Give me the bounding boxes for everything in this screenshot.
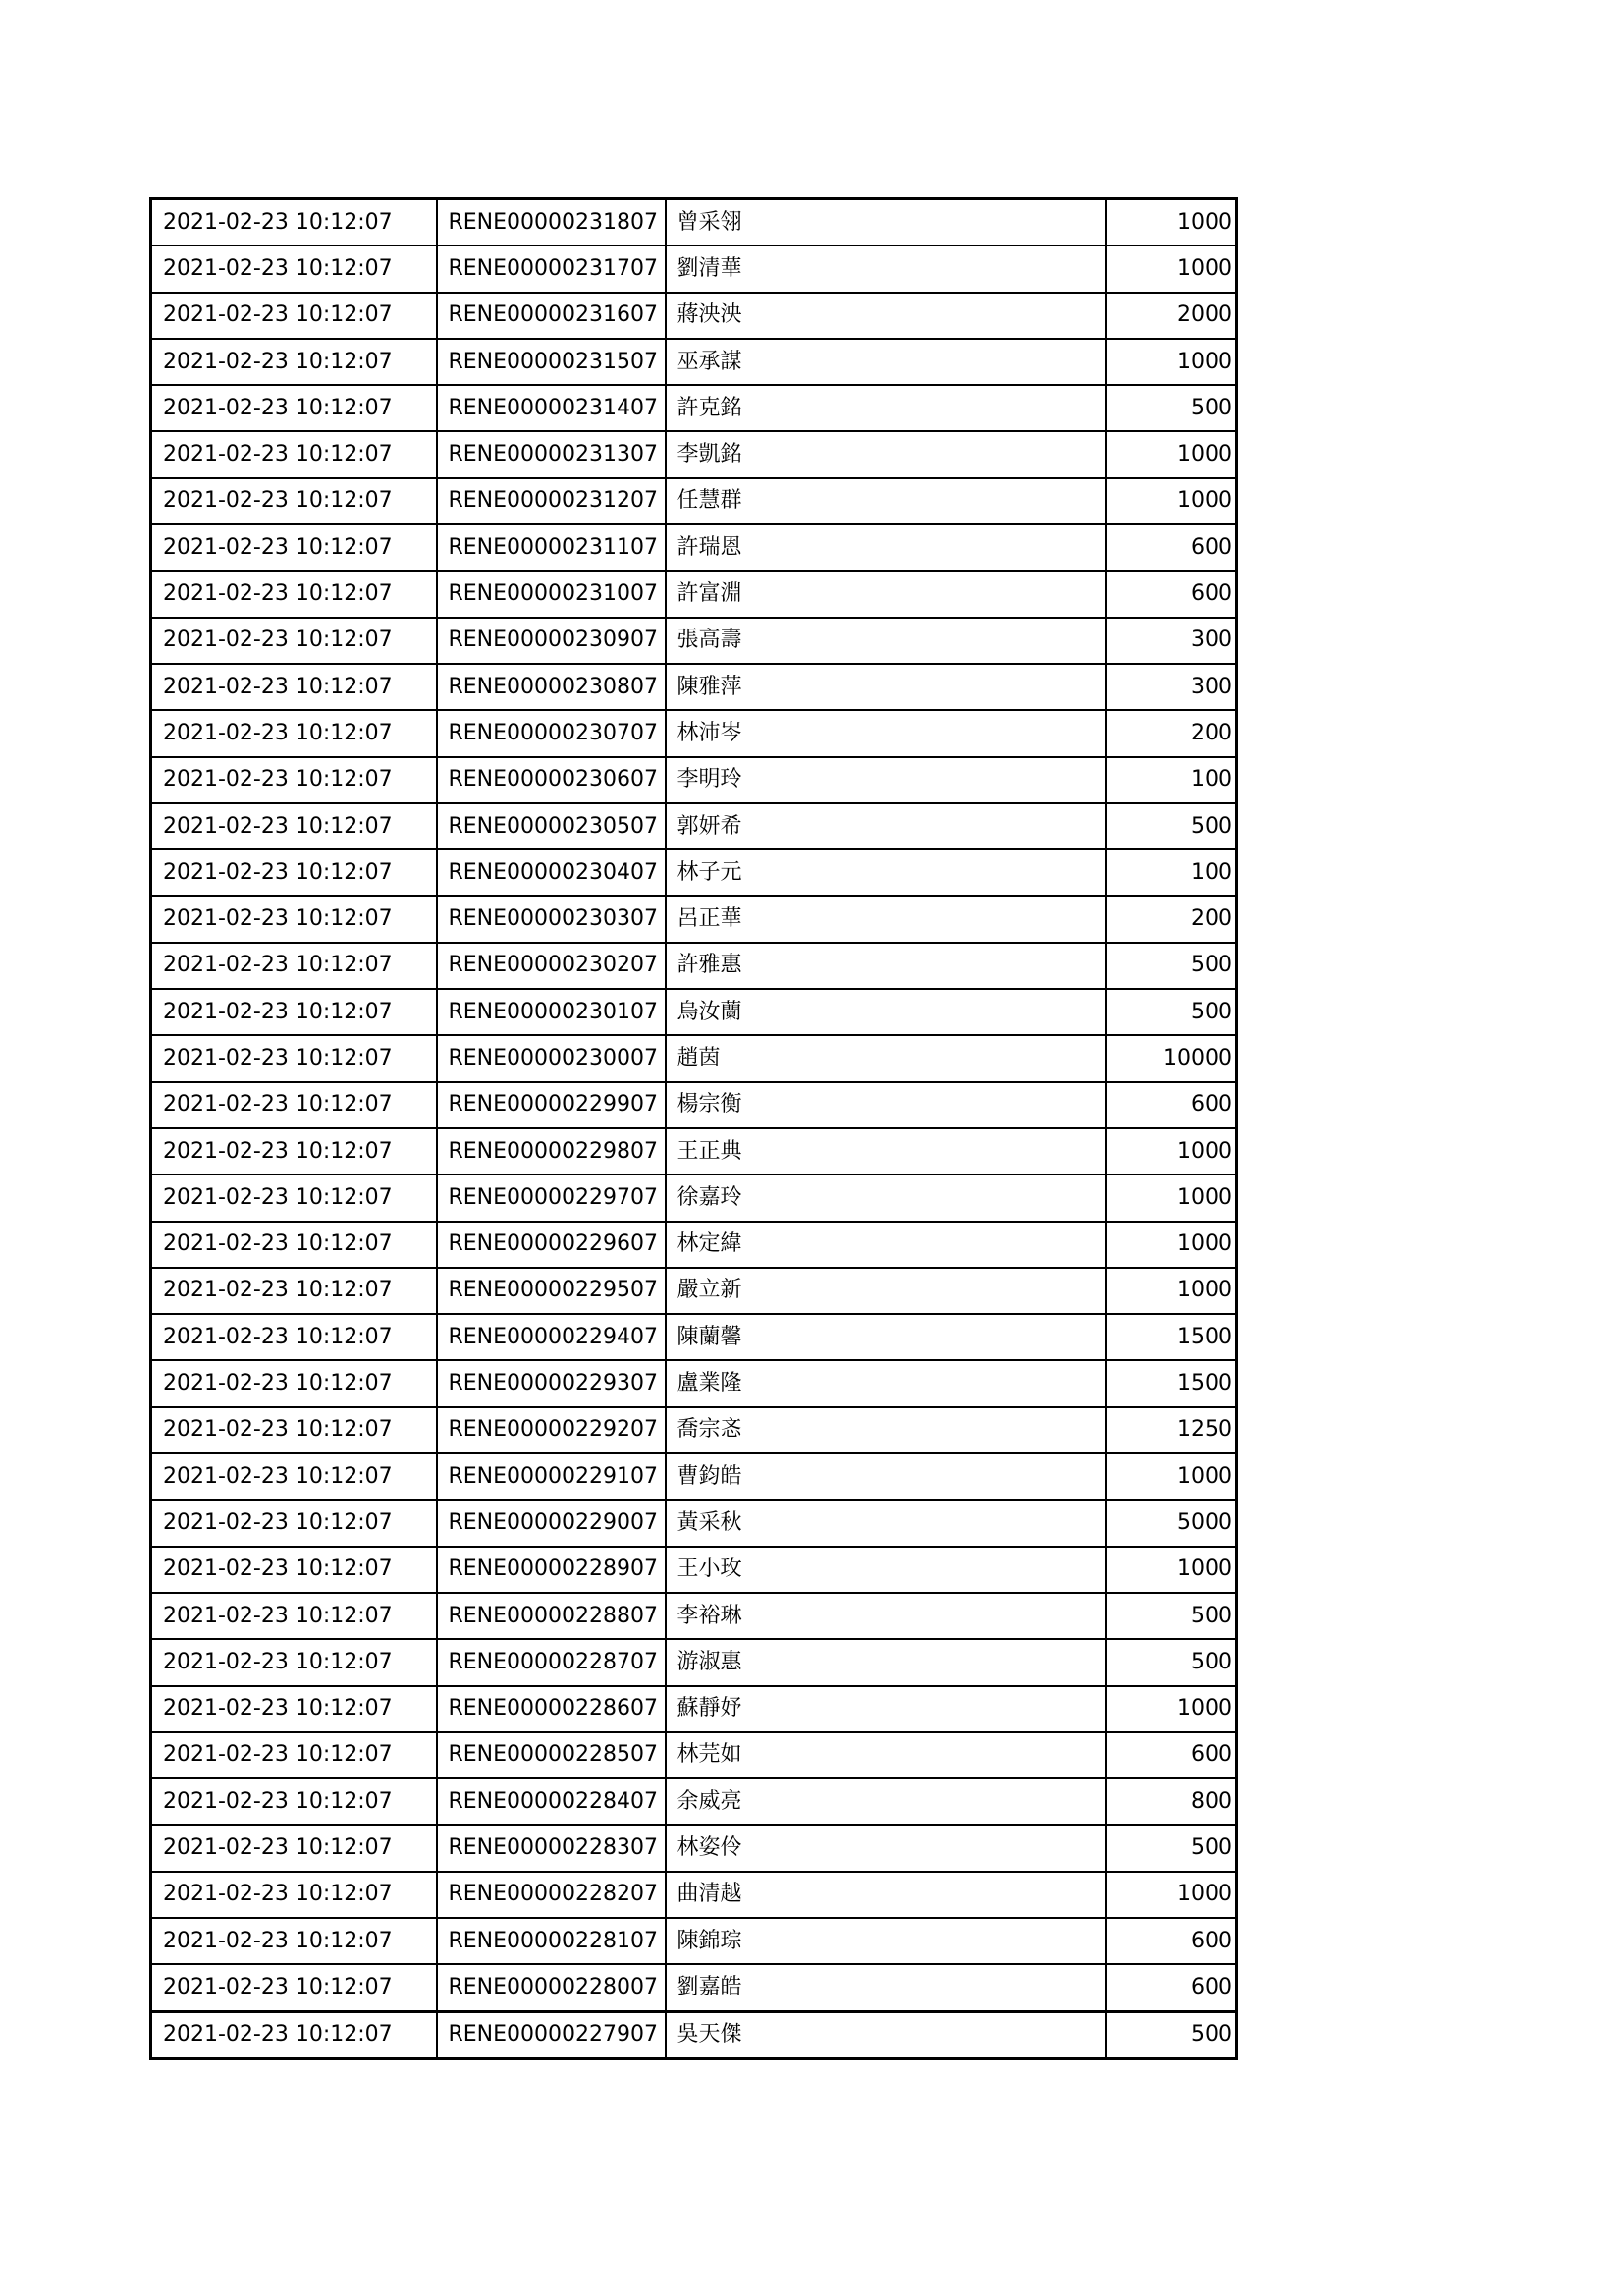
receipt-id-cell: RENE00000229207 <box>437 1407 666 1453</box>
amount-cell: 500 <box>1106 803 1237 849</box>
table-row <box>151 339 1237 385</box>
receipt-id-cell: RENE00000229307 <box>437 1360 666 1406</box>
amount-cell: 300 <box>1106 618 1237 664</box>
table-row <box>151 1778 1237 1825</box>
donor-name-cell: 許瑞恩 <box>666 524 1106 571</box>
amount-cell: 1000 <box>1106 246 1237 292</box>
amount-cell: 1000 <box>1106 431 1237 477</box>
receipt-id-cell: RENE00000230307 <box>437 896 666 942</box>
receipt-id-cell: RENE00000228207 <box>437 1872 666 1918</box>
amount-cell: 500 <box>1106 1639 1237 1685</box>
donor-name-cell: 蔣泱泱 <box>666 293 1106 339</box>
receipt-id-cell: RENE00000230607 <box>437 757 666 803</box>
timestamp-cell: 2021-02-23 10:12:07 <box>151 849 437 896</box>
donor-name-cell: 林沛岑 <box>666 710 1106 756</box>
table-row <box>151 1268 1237 1314</box>
receipt-id-cell: RENE00000228407 <box>437 1778 666 1825</box>
timestamp-cell: 2021-02-23 10:12:07 <box>151 1593 437 1639</box>
table-row <box>151 1686 1237 1732</box>
timestamp-cell: 2021-02-23 10:12:07 <box>151 757 437 803</box>
table-row <box>151 1175 1237 1221</box>
donor-name-cell: 呂正華 <box>666 896 1106 942</box>
table-row <box>151 431 1237 477</box>
timestamp-cell: 2021-02-23 10:12:07 <box>151 943 437 989</box>
timestamp-cell: 2021-02-23 10:12:07 <box>151 1547 437 1593</box>
timestamp-cell: 2021-02-23 10:12:07 <box>151 664 437 710</box>
table-row <box>151 1035 1237 1081</box>
donor-name-cell: 陳蘭馨 <box>666 1314 1106 1360</box>
amount-cell: 1000 <box>1106 1268 1237 1314</box>
donor-name-cell: 林芫如 <box>666 1732 1106 1778</box>
timestamp-cell: 2021-02-23 10:12:07 <box>151 1918 437 1964</box>
donor-name-cell: 劉嘉皓 <box>666 1964 1106 2011</box>
amount-cell: 1500 <box>1106 1314 1237 1360</box>
donor-name-cell: 趙茵 <box>666 1035 1106 1081</box>
amount-cell: 600 <box>1106 524 1237 571</box>
receipt-id-cell: RENE00000228307 <box>437 1825 666 1871</box>
amount-cell: 1000 <box>1106 1128 1237 1175</box>
table-row <box>151 1639 1237 1685</box>
amount-cell: 600 <box>1106 1964 1237 2011</box>
table-row <box>151 943 1237 989</box>
receipt-id-cell: RENE00000230007 <box>437 1035 666 1081</box>
donor-name-cell: 曾采翎 <box>666 199 1106 246</box>
table-row <box>151 1128 1237 1175</box>
table-row <box>151 803 1237 849</box>
amount-cell: 100 <box>1106 757 1237 803</box>
amount-cell: 200 <box>1106 896 1237 942</box>
timestamp-cell: 2021-02-23 10:12:07 <box>151 246 437 292</box>
amount-cell: 2000 <box>1106 293 1237 339</box>
receipt-id-cell: RENE00000229507 <box>437 1268 666 1314</box>
amount-cell: 500 <box>1106 943 1237 989</box>
amount-cell: 1000 <box>1106 1222 1237 1268</box>
table-row <box>151 1547 1237 1593</box>
timestamp-cell: 2021-02-23 10:12:07 <box>151 478 437 524</box>
amount-cell: 1000 <box>1106 199 1237 246</box>
amount-cell: 500 <box>1106 2011 1237 2058</box>
timestamp-cell: 2021-02-23 10:12:07 <box>151 1222 437 1268</box>
donor-name-cell: 余威亮 <box>666 1778 1106 1825</box>
table-row <box>151 2011 1237 2058</box>
timestamp-cell: 2021-02-23 10:12:07 <box>151 1314 437 1360</box>
receipt-id-cell: RENE00000230807 <box>437 664 666 710</box>
amount-cell: 5000 <box>1106 1500 1237 1546</box>
donor-name-cell: 楊宗衡 <box>666 1082 1106 1128</box>
table-row <box>151 1918 1237 1964</box>
receipt-id-cell: RENE00000229907 <box>437 1082 666 1128</box>
receipt-id-cell: RENE00000229707 <box>437 1175 666 1221</box>
table-row <box>151 1314 1237 1360</box>
table-row <box>151 524 1237 571</box>
timestamp-cell: 2021-02-23 10:12:07 <box>151 199 437 246</box>
table-row <box>151 849 1237 896</box>
donor-name-cell: 郭妍希 <box>666 803 1106 849</box>
donor-name-cell: 盧業隆 <box>666 1360 1106 1406</box>
timestamp-cell: 2021-02-23 10:12:07 <box>151 989 437 1035</box>
amount-cell: 500 <box>1106 989 1237 1035</box>
receipt-id-cell: RENE00000227907 <box>437 2011 666 2058</box>
table-row <box>151 1964 1237 2011</box>
receipt-id-cell: RENE00000231207 <box>437 478 666 524</box>
receipt-id-cell: RENE00000229607 <box>437 1222 666 1268</box>
receipt-id-cell: RENE00000231707 <box>437 246 666 292</box>
receipt-id-cell: RENE00000230407 <box>437 849 666 896</box>
receipt-id-cell: RENE00000228807 <box>437 1593 666 1639</box>
table-row <box>151 1453 1237 1500</box>
timestamp-cell: 2021-02-23 10:12:07 <box>151 896 437 942</box>
table-row <box>151 1407 1237 1453</box>
receipt-id-cell: RENE00000230907 <box>437 618 666 664</box>
timestamp-cell: 2021-02-23 10:12:07 <box>151 571 437 617</box>
receipt-id-cell: RENE00000231607 <box>437 293 666 339</box>
table-row <box>151 478 1237 524</box>
table-row <box>151 1500 1237 1546</box>
table-row <box>151 1825 1237 1871</box>
amount-cell: 500 <box>1106 385 1237 431</box>
amount-cell: 600 <box>1106 1732 1237 1778</box>
table-row <box>151 664 1237 710</box>
donor-name-cell: 烏汝蘭 <box>666 989 1106 1035</box>
donor-name-cell: 陳雅萍 <box>666 664 1106 710</box>
receipt-id-cell: RENE00000229407 <box>437 1314 666 1360</box>
table-row <box>151 1360 1237 1406</box>
amount-cell: 1000 <box>1106 478 1237 524</box>
timestamp-cell: 2021-02-23 10:12:07 <box>151 1453 437 1500</box>
donor-name-cell: 陳錦琮 <box>666 1918 1106 1964</box>
receipt-id-cell: RENE00000231007 <box>437 571 666 617</box>
donor-name-cell: 徐嘉玲 <box>666 1175 1106 1221</box>
donor-name-cell: 吳天傑 <box>666 2011 1106 2058</box>
amount-cell: 800 <box>1106 1778 1237 1825</box>
donor-name-cell: 林子元 <box>666 849 1106 896</box>
receipt-id-cell: RENE00000231307 <box>437 431 666 477</box>
amount-cell: 1000 <box>1106 1872 1237 1918</box>
table-row <box>151 385 1237 431</box>
table-row <box>151 1593 1237 1639</box>
receipt-id-cell: RENE00000228507 <box>437 1732 666 1778</box>
amount-cell: 600 <box>1106 1082 1237 1128</box>
donor-name-cell: 喬宗忞 <box>666 1407 1106 1453</box>
donor-name-cell: 王正典 <box>666 1128 1106 1175</box>
amount-cell: 1000 <box>1106 1686 1237 1732</box>
donor-name-cell: 李凱銘 <box>666 431 1106 477</box>
receipt-id-cell: RENE00000231807 <box>437 199 666 246</box>
timestamp-cell: 2021-02-23 10:12:07 <box>151 1778 437 1825</box>
timestamp-cell: 2021-02-23 10:12:07 <box>151 1686 437 1732</box>
donor-name-cell: 嚴立新 <box>666 1268 1106 1314</box>
table-row <box>151 1222 1237 1268</box>
receipt-id-cell: RENE00000229007 <box>437 1500 666 1546</box>
table-row <box>151 989 1237 1035</box>
table-row <box>151 1732 1237 1778</box>
ledger-body <box>151 199 1237 2059</box>
donor-name-cell: 李裕琳 <box>666 1593 1106 1639</box>
amount-cell: 500 <box>1106 1593 1237 1639</box>
timestamp-cell: 2021-02-23 10:12:07 <box>151 1128 437 1175</box>
timestamp-cell: 2021-02-23 10:12:07 <box>151 1964 437 2011</box>
receipt-id-cell: RENE00000228007 <box>437 1964 666 2011</box>
timestamp-cell: 2021-02-23 10:12:07 <box>151 1360 437 1406</box>
donor-name-cell: 曹鈞皓 <box>666 1453 1106 1500</box>
donor-name-cell: 林定緯 <box>666 1222 1106 1268</box>
donor-name-cell: 許雅惠 <box>666 943 1106 989</box>
timestamp-cell: 2021-02-23 10:12:07 <box>151 1082 437 1128</box>
donor-name-cell: 許富淵 <box>666 571 1106 617</box>
receipt-id-cell: RENE00000231407 <box>437 385 666 431</box>
timestamp-cell: 2021-02-23 10:12:07 <box>151 1825 437 1871</box>
receipt-id-cell: RENE00000231107 <box>437 524 666 571</box>
amount-cell: 500 <box>1106 1825 1237 1871</box>
amount-cell: 100 <box>1106 849 1237 896</box>
donor-name-cell: 張高壽 <box>666 618 1106 664</box>
timestamp-cell: 2021-02-23 10:12:07 <box>151 1175 437 1221</box>
donor-name-cell: 曲清越 <box>666 1872 1106 1918</box>
timestamp-cell: 2021-02-23 10:12:07 <box>151 339 437 385</box>
amount-cell: 10000 <box>1106 1035 1237 1081</box>
donor-name-cell: 劉清華 <box>666 246 1106 292</box>
donor-name-cell: 游淑惠 <box>666 1639 1106 1685</box>
timestamp-cell: 2021-02-23 10:12:07 <box>151 803 437 849</box>
donor-name-cell: 王小玫 <box>666 1547 1106 1593</box>
amount-cell: 300 <box>1106 664 1237 710</box>
table-row <box>151 293 1237 339</box>
timestamp-cell: 2021-02-23 10:12:07 <box>151 1407 437 1453</box>
table-row <box>151 710 1237 756</box>
receipt-id-cell: RENE00000231507 <box>437 339 666 385</box>
amount-cell: 1250 <box>1106 1407 1237 1453</box>
donation-ledger-table <box>149 197 1238 2060</box>
donor-name-cell: 巫承謀 <box>666 339 1106 385</box>
amount-cell: 600 <box>1106 571 1237 617</box>
amount-cell: 1000 <box>1106 339 1237 385</box>
receipt-id-cell: RENE00000230107 <box>437 989 666 1035</box>
table-row <box>151 246 1237 292</box>
timestamp-cell: 2021-02-23 10:12:07 <box>151 1268 437 1314</box>
amount-cell: 1500 <box>1106 1360 1237 1406</box>
donor-name-cell: 黃采秋 <box>666 1500 1106 1546</box>
timestamp-cell: 2021-02-23 10:12:07 <box>151 1872 437 1918</box>
timestamp-cell: 2021-02-23 10:12:07 <box>151 710 437 756</box>
receipt-id-cell: RENE00000228707 <box>437 1639 666 1685</box>
receipt-id-cell: RENE00000228107 <box>437 1918 666 1964</box>
receipt-id-cell: RENE00000230507 <box>437 803 666 849</box>
timestamp-cell: 2021-02-23 10:12:07 <box>151 618 437 664</box>
table-row <box>151 1872 1237 1918</box>
receipt-id-cell: RENE00000230207 <box>437 943 666 989</box>
receipt-id-cell: RENE00000229807 <box>437 1128 666 1175</box>
table-row <box>151 618 1237 664</box>
table-row <box>151 896 1237 942</box>
timestamp-cell: 2021-02-23 10:12:07 <box>151 1500 437 1546</box>
timestamp-cell: 2021-02-23 10:12:07 <box>151 293 437 339</box>
donor-name-cell: 任慧群 <box>666 478 1106 524</box>
amount-cell: 1000 <box>1106 1453 1237 1500</box>
timestamp-cell: 2021-02-23 10:12:07 <box>151 2011 437 2058</box>
table-row <box>151 571 1237 617</box>
donor-name-cell: 許克銘 <box>666 385 1106 431</box>
table-row <box>151 1082 1237 1128</box>
timestamp-cell: 2021-02-23 10:12:07 <box>151 431 437 477</box>
receipt-id-cell: RENE00000229107 <box>437 1453 666 1500</box>
receipt-id-cell: RENE00000228907 <box>437 1547 666 1593</box>
timestamp-cell: 2021-02-23 10:12:07 <box>151 1732 437 1778</box>
amount-cell: 1000 <box>1106 1547 1237 1593</box>
timestamp-cell: 2021-02-23 10:12:07 <box>151 524 437 571</box>
receipt-id-cell: RENE00000228607 <box>437 1686 666 1732</box>
table-row <box>151 199 1237 246</box>
donor-name-cell: 蘇靜妤 <box>666 1686 1106 1732</box>
donor-name-cell: 林姿伶 <box>666 1825 1106 1871</box>
amount-cell: 1000 <box>1106 1175 1237 1221</box>
amount-cell: 200 <box>1106 710 1237 756</box>
timestamp-cell: 2021-02-23 10:12:07 <box>151 385 437 431</box>
table-row <box>151 757 1237 803</box>
timestamp-cell: 2021-02-23 10:12:07 <box>151 1035 437 1081</box>
amount-cell: 600 <box>1106 1918 1237 1964</box>
donor-name-cell: 李明玲 <box>666 757 1106 803</box>
timestamp-cell: 2021-02-23 10:12:07 <box>151 1639 437 1685</box>
receipt-id-cell: RENE00000230707 <box>437 710 666 756</box>
